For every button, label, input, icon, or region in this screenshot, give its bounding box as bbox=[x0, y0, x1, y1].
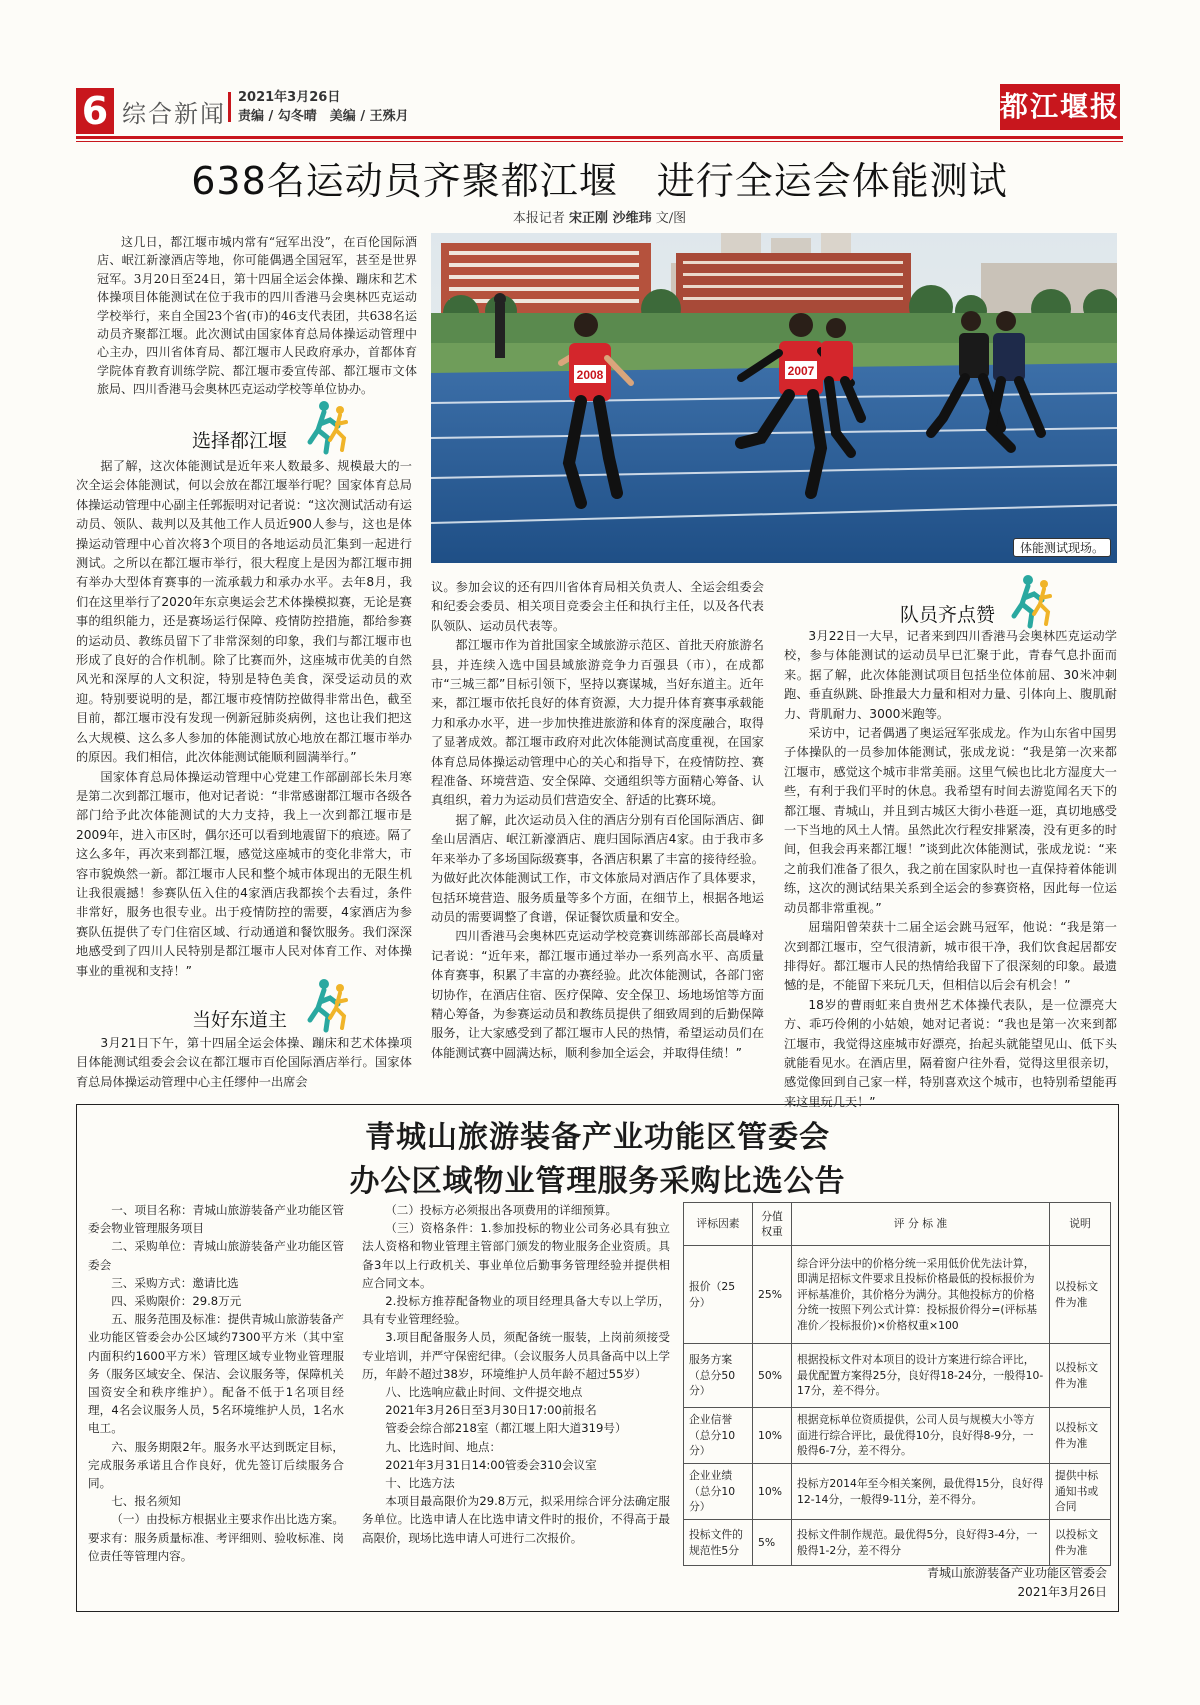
paragraph: 18岁的曹雨虹来自贵州艺术体操代表队，是一位漂亮大方、乖巧伶俐的小姑娘，她对记者说：“我也是第一次来到都江堰市，我觉得这座城市好漂亮，抬起头就能望见山、低下头就能看见水。在酒店里，隔着窗户往外看，觉得这里很亲切，感觉像回到自己家一样，特别喜欢这个城市，也特别希望能再来这里玩几天！” bbox=[784, 997, 1117, 1109]
header-rule-thin bbox=[76, 141, 1123, 142]
article-column-1-body bbox=[76, 457, 412, 981]
table-row: 投标文件的规范性5分 5% 投标文件制作规范。最优得5分，良好得3-4分，一般得1-2分，差不得分 以投标文件为准 bbox=[684, 1520, 1111, 1566]
article-column-2 bbox=[431, 578, 764, 1063]
article-column-3 bbox=[784, 627, 1117, 1112]
runner-icon bbox=[1006, 574, 1058, 630]
paragraph: 3月21日下午，第十四届全运会体操、蹦床和艺术体操项目体能测试组委会会议在都江堰市百伦国际酒店举行。国家体育总局体操运动管理中心主任缪仲一出席会 bbox=[76, 1036, 412, 1089]
evaluation-table bbox=[683, 1202, 1111, 1566]
paragraph: 国家体育总局体操运动管理中心党建工作部副部长朱月寒是第二次到都江堰市，他对记者说：“非常感谢都江堰市各级各部门给予此次体能测试的大力支持，我上一次到都江堰市是2009年，进入市区时，偶尔还可以看到地震留下的痕迹。隔了这么多年，再次来到都江堰，感觉这座城市的变化非常大，市容市貌焕然一新。都江堰市人民和整个城市体现出的无限生机让我很震撼！参赛队伍入住的4家酒店我都挨个去看过，条件非常好，服务也很专业。出于疫情防控的需要，4家酒店为参赛队伍提供了专门住宿区域、行动通道和餐饮服务。我们深深地感受到了四川人民特别是都江堰市人民对体育工作、对体操事业的重视和支持！” bbox=[76, 769, 412, 978]
article-column-1 bbox=[97, 233, 417, 399]
issue-date: 2021年3月26日 bbox=[238, 90, 341, 105]
issue-meta bbox=[238, 88, 409, 126]
paragraph: 四川香港马会奥林匹克运动学校竞赛训练部部长高晨峰对记者说：“近年来，都江堰市通过举办一系列高水平、高质量体育赛事，积累了丰富的办赛经验。此次体能测试，各部门密切协作，在酒店住宿、医疗保障、安全保卫、场地场馆等方面精心筹备，为参赛运动员和教练员提供了细致周到的后勤保障服务，让大家感受到了都江堰市人民的热情，希望运动员们在体能测试赛中圆满达标，顺利参加全运会，并取得佳绩！” bbox=[431, 929, 764, 1060]
sprint-test-photo bbox=[431, 233, 1117, 563]
subhead-athletes-praise: 队员齐点赞 bbox=[900, 604, 996, 626]
header-rule bbox=[76, 136, 1123, 139]
paragraph: 屈瑞阳曾荣获十二届全运会跳马冠军，他说：“我是第一次到都江堰市，空气很清新，城市很干净，我们饮食起居都安排得好。都江堰市人民的热情给我留下了很深刻的印象。最遗憾的是，不能留下来玩几天，但相信以后会有机会！” bbox=[784, 920, 1117, 993]
column-header: 评 分 标 准 bbox=[792, 1203, 1050, 1246]
signer: 青城山旅游装备产业功能区管委会 bbox=[926, 1566, 1107, 1580]
notice-signature bbox=[683, 1564, 1107, 1602]
byline: 本报记者 宋正刚 沙维玮 文/图 bbox=[512, 211, 687, 226]
runner-icon bbox=[302, 400, 354, 456]
editor-credits: 责编 / 勾冬晴 美编 / 王殊月 bbox=[238, 109, 409, 124]
section-name: 综合新闻 bbox=[122, 100, 226, 128]
column-header: 评标因素 bbox=[684, 1203, 753, 1246]
paragraph: 都江堰市作为首批国家全域旅游示范区、首批天府旅游名县，并连续入选中国县域旅游竞争力百强县（市），在成都市“三城三都”目标引领下，坚持以赛谋城，当好东道主。近年来，都江堰市依托良好的体育资源，大力提升体育赛事承载能力和承办水平，进一步加快推进旅游和体育的深度融合，取得了显著成效。都江堰市政府对此次体能测试高度重视，在国家体育总局体操运动管理中心的关心和指导下，在疫情防控、赛程准备、环境营造、安全保障、交通组织等方面精心筹备、认真组织，着力为运动员们营造安全、舒适的比赛环境。 bbox=[431, 638, 764, 808]
notice-column-1: 一、项目名称：青城山旅游装备产业功能区管委会物业管理服务项目 二、采购单位：青城山旅游装备产业功能区管委会 三、采购方式：邀请比选 四、采购限价：29.8万元 五、服务范围及标准：提供青城山旅游装备产业功能区管委会办公区域约7300平方米（其中室内面积约1600平方米）管理区域专业物业管理服务（服务区域安全、保洁、会议服务等，保障机关国资安全和秩序维护）。配备不低于1名项目经理，4名会议服务人员，5名环境维护人员，1名水电工。 六、服务期限2年。服务水平达到既定目标，完成服务承诺且合作良好，优先签订后续服务合同。 七、报名须知 （一）由投标方根据业主要求作出比选方案。要求有：服务质量标准、考评细则、验收标准、岗位责任等管理内容。 bbox=[88, 1203, 344, 1563]
table-row: 企业业绩（总分10分） 10% 投标方2014年至今相关案例，最优得15分，良好得12-14分，一般得9-11分，差不得分。 提供中标通知书或合同 bbox=[684, 1464, 1111, 1520]
page-number: 6 bbox=[76, 88, 114, 134]
byline-names: 宋正刚 沙维玮 bbox=[569, 211, 652, 226]
table-row: 服务方案（总分50分） 50% 根据投标文件对本项目的设计方案进行综合评比，最优配置方案得25分，良好得18-24分，一般得10-17分，差不得分。 以投标文件为准 bbox=[684, 1344, 1111, 1408]
subhead-choose-dujiangyan: 选择都江堰 bbox=[192, 430, 288, 452]
column-header: 分值权重 bbox=[753, 1203, 792, 1246]
paragraph: 据了解，此次运动员入住的酒店分别有百伦国际酒店、御垒山居酒店、岷江新濠酒店、鹿归国际酒店4家。由于我市多年来举办了多场国际级赛事，各酒店积累了丰富的接待经验。为做好此次体能测试工作，市文体旅局对酒店作了具体要求，包括环境营造、服务质量等多个方面，在细节上，根据各地运动员的需要调整了食谱，保证餐饮质量和安全。 bbox=[431, 812, 764, 924]
article-photo bbox=[431, 233, 1117, 563]
newspaper-masthead: 都江堰报 bbox=[1000, 84, 1120, 130]
notice-title: 青城山旅游装备产业功能区管委会 办公区域物业管理服务采购比选公告 bbox=[349, 1120, 846, 1199]
paragraph: 据了解，这次体能测试是近年来人数最多、规模最大的一次全运会体能测试，何以会放在都江堰举行呢？国家体育总局体操运动管理中心副主任郭振明对记者说：“这次测试活动有运动员、领队、裁判以及其他工作人员近900人参与，这也是体操运动管理中心首次将3个项目的各地运动员汇集到一起进行测试。之所以在都江堰市举行，很大程度上是因为都江堰市拥有举办大型体育赛事的一流承载力和承办水平。去年8月，我们在这里举行了2020年东京奥运会艺术体操模拟赛，无论是赛事的组织能力，还是赛场运行保障、疫情防控措施，都给参赛的运动员、教练员留下了非常深刻的印象，我们与都江堰市也形成了良好的合作机制。除了比赛而外，这座城市优美的自然风光和深厚的人文积淀，特别是特色美食，深受运动员的欢迎。特别要说明的是，都江堰市疫情防控做得非常出色，截至目前，都江堰市没有发现一例新冠肺炎病例，这也让我们把这么大规模、这么多人参加的体能测试放心地放在都江堰市举办的原因。我们相信，此次体能测试能顺利圆满举行。” bbox=[76, 459, 412, 765]
paragraph: 议。参加会议的还有四川省体育局相关负责人、全运会组委会和纪委会委员、相关项目竞委会主任和执行主任，以及各代表队领队、运动员代表等。 bbox=[431, 580, 764, 633]
table-row: 报价（25分） 25% 综合评分法中的价格分统一采用低价优先法计算，即满足招标文件要求且投标价格最低的投标报价为评标基准价，其价格分为满分。其他投标方的价格分统一按照下列公式计算：投标报价得分=(评标基准价／投标报价)×价格权重×100 以投标文件为准 bbox=[684, 1246, 1111, 1344]
table-header-row bbox=[684, 1203, 1111, 1246]
notice-column-2: （二）投标方必须报出各项费用的详细预算。 （三）资格条件：1.参加投标的物业公司务必具有独立法人资格和物业管理主管部门颁发的物业服务企业资质。具备3年以上行政机关、事业单位后勤事务管理经验并提供相应合同文本。 2.投标方推荐配备物业的项目经理具备大专以上学历，具有专业管理经验。 3.项目配备服务人员，须配备统一服装，上岗前须接受专业培训，并严守保密纪律。（会议服务人员具备高中以上学历，年龄不超过38岁，环境维护人员年龄不超过55岁） 八、比选响应截止时间、文件提交地点 2021年3月26日至3月30日17:00前报名 管委会综合部218室（都江堰上阳大道319号） 九、比选时间、地点： 2021年3月31日14:00管委会310会议室 十、比选方法 本项目最高限价为29.8万元，拟采用综合评分法确定服务单位。比选申请人在比选申请文件时的报价，不得高于最高限价，现场比选申请人可进行二次报价。 bbox=[362, 1203, 670, 1545]
article-headline: 638名运动员齐聚都江堰 进行全运会体能测试 bbox=[191, 159, 1008, 203]
article-column-1-tail bbox=[76, 1034, 412, 1092]
paragraph: 3月22日一大早，记者来到四川香港马会奥林匹克运动学校，参与体能测试的运动员早已汇聚于此，青春气息扑面而来。据了解，此次体能测试项目包括坐位体前屈、30米冲刺跑、垂直纵跳、卧推最大力量和相对力量、引体向上、腹肌耐力、背肌耐力、3000米跑等。 bbox=[784, 629, 1117, 721]
bib-number: 2008 bbox=[576, 368, 604, 382]
subhead-good-host: 当好东道主 bbox=[192, 1009, 288, 1031]
paragraph: 采访中，记者偶遇了奥运冠军张成龙。作为山东省中国男子体操队的一员参加体能测试，张成龙说：“我是第一次来都江堰市，感觉这个城市非常美丽。这里气候也比北方湿度大一些，有利于我们平时的休息。我希望有时间去游览闻名天下的都江堰、青城山，并且到古城区大街小巷逛一逛，真切地感受一下当地的风土人情。虽然此次行程安排紧凑，没有更多的时间，但我会再来都江堰！”谈到此次体能测试，张成龙说：“来之前我们准备了很久，我之前在国家队时也一直保持着体能训练，这次的测试结果关系到全运会的参赛资格，因此每一位运动员都非常重视。” bbox=[784, 726, 1117, 915]
column-header: 说明 bbox=[1050, 1203, 1111, 1246]
sign-date: 2021年3月26日 bbox=[1017, 1585, 1107, 1599]
referee-figure bbox=[494, 293, 506, 358]
bib-number: 2007 bbox=[787, 364, 815, 378]
runner-icon bbox=[302, 978, 354, 1034]
header-divider bbox=[228, 92, 231, 122]
photo-caption: 体能测试现场。 bbox=[1013, 538, 1111, 557]
article-lead: 这几日，都江堰市城内常有“冠军出没”，在百伦国际酒店、岷江新濠酒店等地，你可能偶遇全国冠军，甚至是世界冠军。3月20日至24日，第十四届全运会体操、蹦床和艺术体操项目体能测试在位于我市的四川香港马会奥林匹克运动学校举行，来自全国23个省(市)的46支代表团，共638名运动员齐聚都江堰。此次测试由国家体育总局体操运动管理中心主办，四川省体育局、都江堰市人民政府承办，首都体育学院体育教育训练学院、都江堰市委宣传部、都江堰市文体旅局、四川香港马会奥林匹克运动学校等单位协办。 bbox=[97, 235, 417, 397]
table-row: 企业信誉（总分10分） 10% 根据竞标单位资质提供，公司人员与规模大小等方面进行综合评比，最优得10分，良好得8-9分，一般得6-7分，差不得分。 以投标文件为准 bbox=[684, 1408, 1111, 1464]
